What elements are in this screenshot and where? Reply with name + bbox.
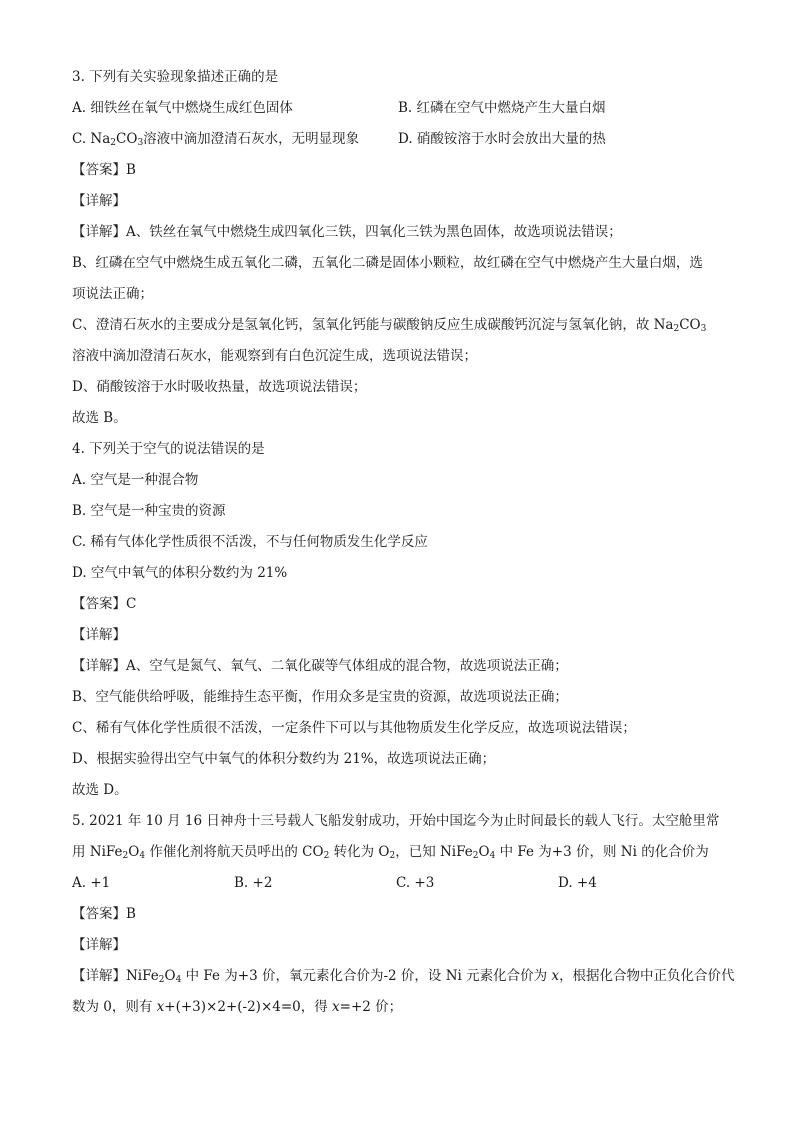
question-5-options-row xyxy=(72,868,732,899)
question-3-explanation-a: 【详解】A、铁丝在氧气中燃烧生成四氧化三铁，四氧化三铁为黑色固体，故选项说法错误； xyxy=(72,224,622,240)
question-5-option-d: D. +4 xyxy=(558,875,597,891)
question-3-option-a: A. 细铁丝在氧气中燃烧生成红色固体 xyxy=(72,100,293,116)
question-5-stem-2: 用 $NiFe_2O_4$ 作催化剂将航天员呼出的 $CO_2$ 转化为 $O_2$，已知 $NiFe_2O_4$ 中 Fe 为+3 价，则 Ni 的化合价为 xyxy=(72,844,709,861)
answer-label: 【答案】 xyxy=(72,906,126,922)
question-4-explanation-a: 【详解】A、空气是氮气、氧气、二氧化碳等气体组成的混合物，故选项说法正确； xyxy=(72,658,568,674)
question-5-answer xyxy=(72,899,732,930)
question-3-answer xyxy=(72,155,732,186)
question-5-option-a: A. +1 xyxy=(72,875,111,891)
question-3-explanation-b-1: B、红磷在空气中燃烧生成五氧化二磷，五氧化二磷是固体小颗粒，故红磷在空气中燃烧产生大量白烟，选 xyxy=(72,255,703,271)
question-3-explanation-b-2: 项说法正确； xyxy=(72,286,153,302)
question-3-conclusion: 故选 B。 xyxy=(72,410,127,426)
question-4-stem: 4. 下列关于空气的说法错误的是 xyxy=(72,441,265,457)
question-3-option-b: B. 红磷在空气中燃烧产生大量白烟 xyxy=(398,100,606,116)
answer-label: 【答案】 xyxy=(72,162,126,178)
document-page xyxy=(72,62,735,1023)
question-5-option-b: B. +2 xyxy=(234,875,273,891)
question-5-explanation-1: 【详解】$NiFe_2O_4$ 中 Fe 为+3 价，氧元素化合价为-2 价，设 Ni 元素化合价为 x，根据化合物中正负化合价代 xyxy=(72,968,735,985)
question-3-explanation-c-1: C、澄清石灰水的主要成分是氢氧化钙，氢氧化钙能与碳酸钠反应生成碳酸钙沉淀与氢氧化钠，故 $Na_2CO_3$ xyxy=(72,317,707,334)
question-3-detail-heading: 【详解】 xyxy=(72,193,126,209)
question-3-option-c: C. $Na_2CO_3$溶液中滴加澄清石灰水，无明显现象 xyxy=(72,131,360,148)
question-4-option-a: A. 空气是一种混合物 xyxy=(72,472,199,488)
question-3-stem: 3. 下列有关实验现象描述正确的是 xyxy=(72,69,279,85)
question-4-explanation-b: B、空气能供给呼吸，能维持生态平衡，作用众多是宝贵的资源，故选项说法正确； xyxy=(72,689,568,705)
answer-value: B xyxy=(126,906,136,922)
question-5-detail-heading: 【详解】 xyxy=(72,937,126,953)
question-3-explanation-d: D、硝酸铵溶于水时吸收热量，故选项说法错误； xyxy=(72,379,367,395)
question-5-stem-1: 5. 2021 年 10 月 16 日神舟十三号载人飞船发射成功，开始中国迄今为止时间最长的载人飞行。太空舱里常 xyxy=(72,813,720,829)
question-4-conclusion: 故选 D。 xyxy=(72,782,128,798)
question-3-option-d: D. 硝酸铵溶于水时会放出大量的热 xyxy=(398,131,606,147)
question-4-detail-heading: 【详解】 xyxy=(72,627,126,643)
question-3-options-row-2 xyxy=(72,124,732,155)
question-3-explanation-c-2: 溶液中滴加澄清石灰水，能观察到有白色沉淀生成，选项说法错误； xyxy=(72,348,477,364)
question-4-option-b: B. 空气是一种宝贵的资源 xyxy=(72,503,226,519)
question-4-explanation-c: C、稀有气体化学性质很不活泼，一定条件下可以与其他物质发生化学反应，故选项说法错误； xyxy=(72,720,636,736)
question-5-option-c: C. +3 xyxy=(396,875,435,891)
question-4-option-c: C. 稀有气体化学性质很不活泼，不与任何物质发生化学反应 xyxy=(72,534,428,550)
question-4-explanation-d: D、根据实验得出空气中氧气的体积分数约为 21%，故选项说法正确； xyxy=(72,751,496,767)
question-4-option-d: D. 空气中氧气的体积分数约为 21% xyxy=(72,565,288,581)
answer-value: C xyxy=(126,596,137,612)
answer-value: B xyxy=(126,162,136,178)
question-5-explanation-2: 数为 0，则有 x+(+3)×2+(-2)×4=0，得 x=+2 价； xyxy=(72,999,403,1015)
question-4-answer xyxy=(72,589,732,620)
question-3-options-row-1 xyxy=(72,93,732,124)
answer-label: 【答案】 xyxy=(72,596,126,612)
